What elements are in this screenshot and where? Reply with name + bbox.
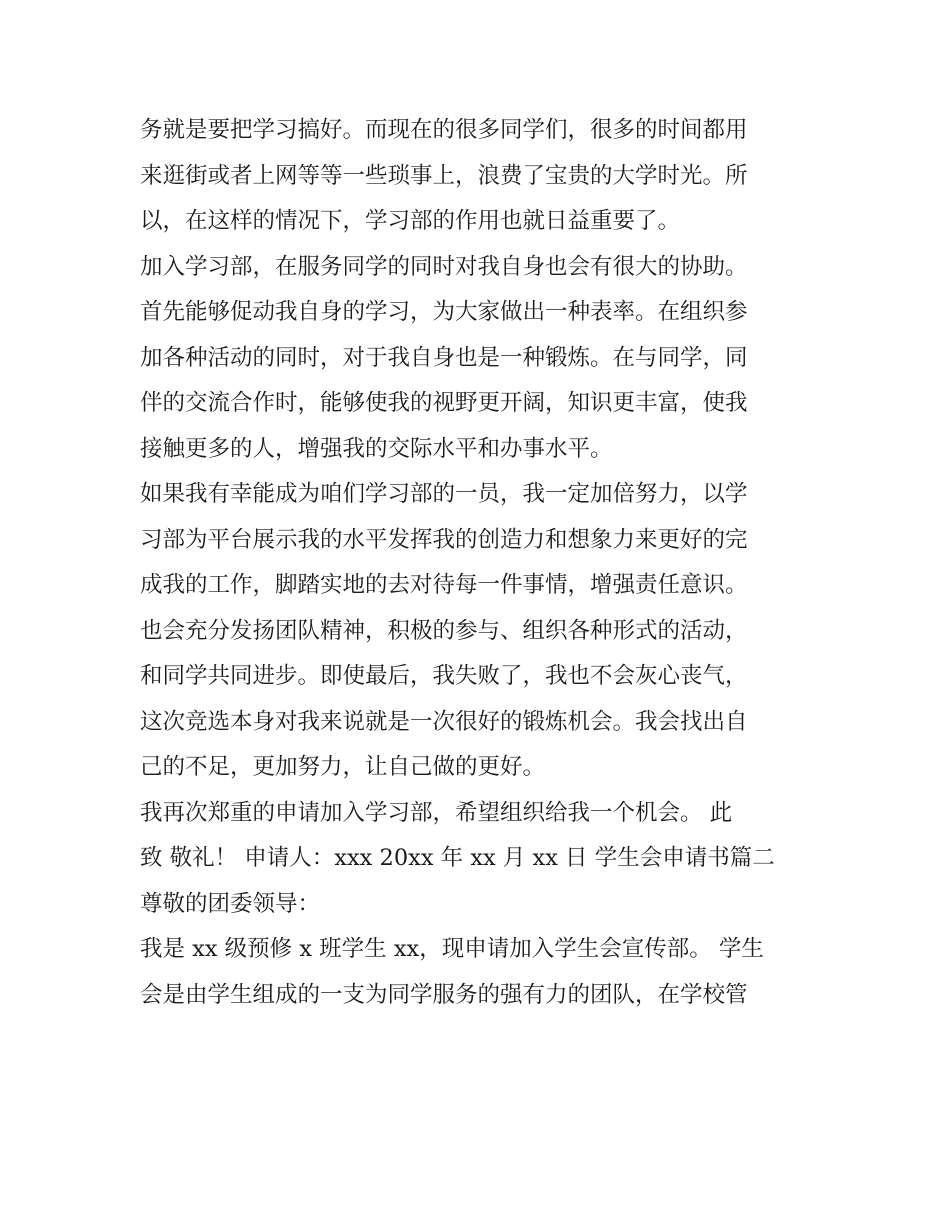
text-line: 加各种活动的同时，对于我自身也是一种锻炼。在与同学，同 [140, 344, 748, 371]
text-line: 己的不足，更加努力，让自己做的更好。 [140, 754, 546, 780]
text-line: 如果我有幸能成为咱们学习部的一员，我一定加倍努力，以学 [140, 481, 748, 507]
body-text [140, 108, 820, 1018]
text-line: 这次竞选本身对我来说就是一次很好的锻炼机会。我会找出自 [140, 708, 748, 735]
text-line: 致 敬礼！ 申请人：xxx 20xx 年 xx 月 xx 日 学生会申请书篇二 [140, 845, 775, 871]
text-line: 也会充分发扬团队精神，积极的参与、组织各种形式的活动， [140, 617, 748, 644]
text-line: 成我的工作，脚踏实地的去对待每一件事情，增强责任意识。 [140, 572, 748, 598]
text-line: 务就是要把学习搞好。而现在的很多同学们，很多的时间都用 [140, 117, 748, 143]
text-line: 会是由学生组成的一支为同学服务的强有力的团队，在学校管 [140, 981, 748, 1008]
text-line: 和同学共同进步。即使最后，我失败了，我也不会灰心丧气， [140, 663, 748, 689]
text-line: 我是 xx 级预修 x 班学生 xx，现申请加入学生会宣传部。 学生 [140, 936, 764, 962]
text-line: 伴的交流合作时，能够使我的视野更开阔，知识更丰富，使我 [140, 390, 748, 416]
text-line: 加入学习部，在服务同学的同时对我自身也会有很大的协助。 [140, 253, 748, 280]
text-line: 首先能够促动我自身的学习，为大家做出一种表率。在组织参 [140, 299, 748, 325]
text-line: 我再次郑重的申请加入学习部，希望组织给我一个机会。 此 [140, 799, 733, 826]
text-line: 习部为平台展示我的水平发挥我的创造力和想象力来更好的完 [140, 526, 748, 553]
text-line: 以，在这样的情况下，学习部的作用也就日益重要了。 [140, 208, 681, 234]
text-line: 接触更多的人，增强我的交际水平和办事水平。 [140, 435, 613, 462]
text-line: 尊敬的团委领导： [140, 890, 321, 917]
text-line: 来逛街或者上网等等一些琐事上，浪费了宝贵的大学时光。所 [140, 162, 748, 189]
